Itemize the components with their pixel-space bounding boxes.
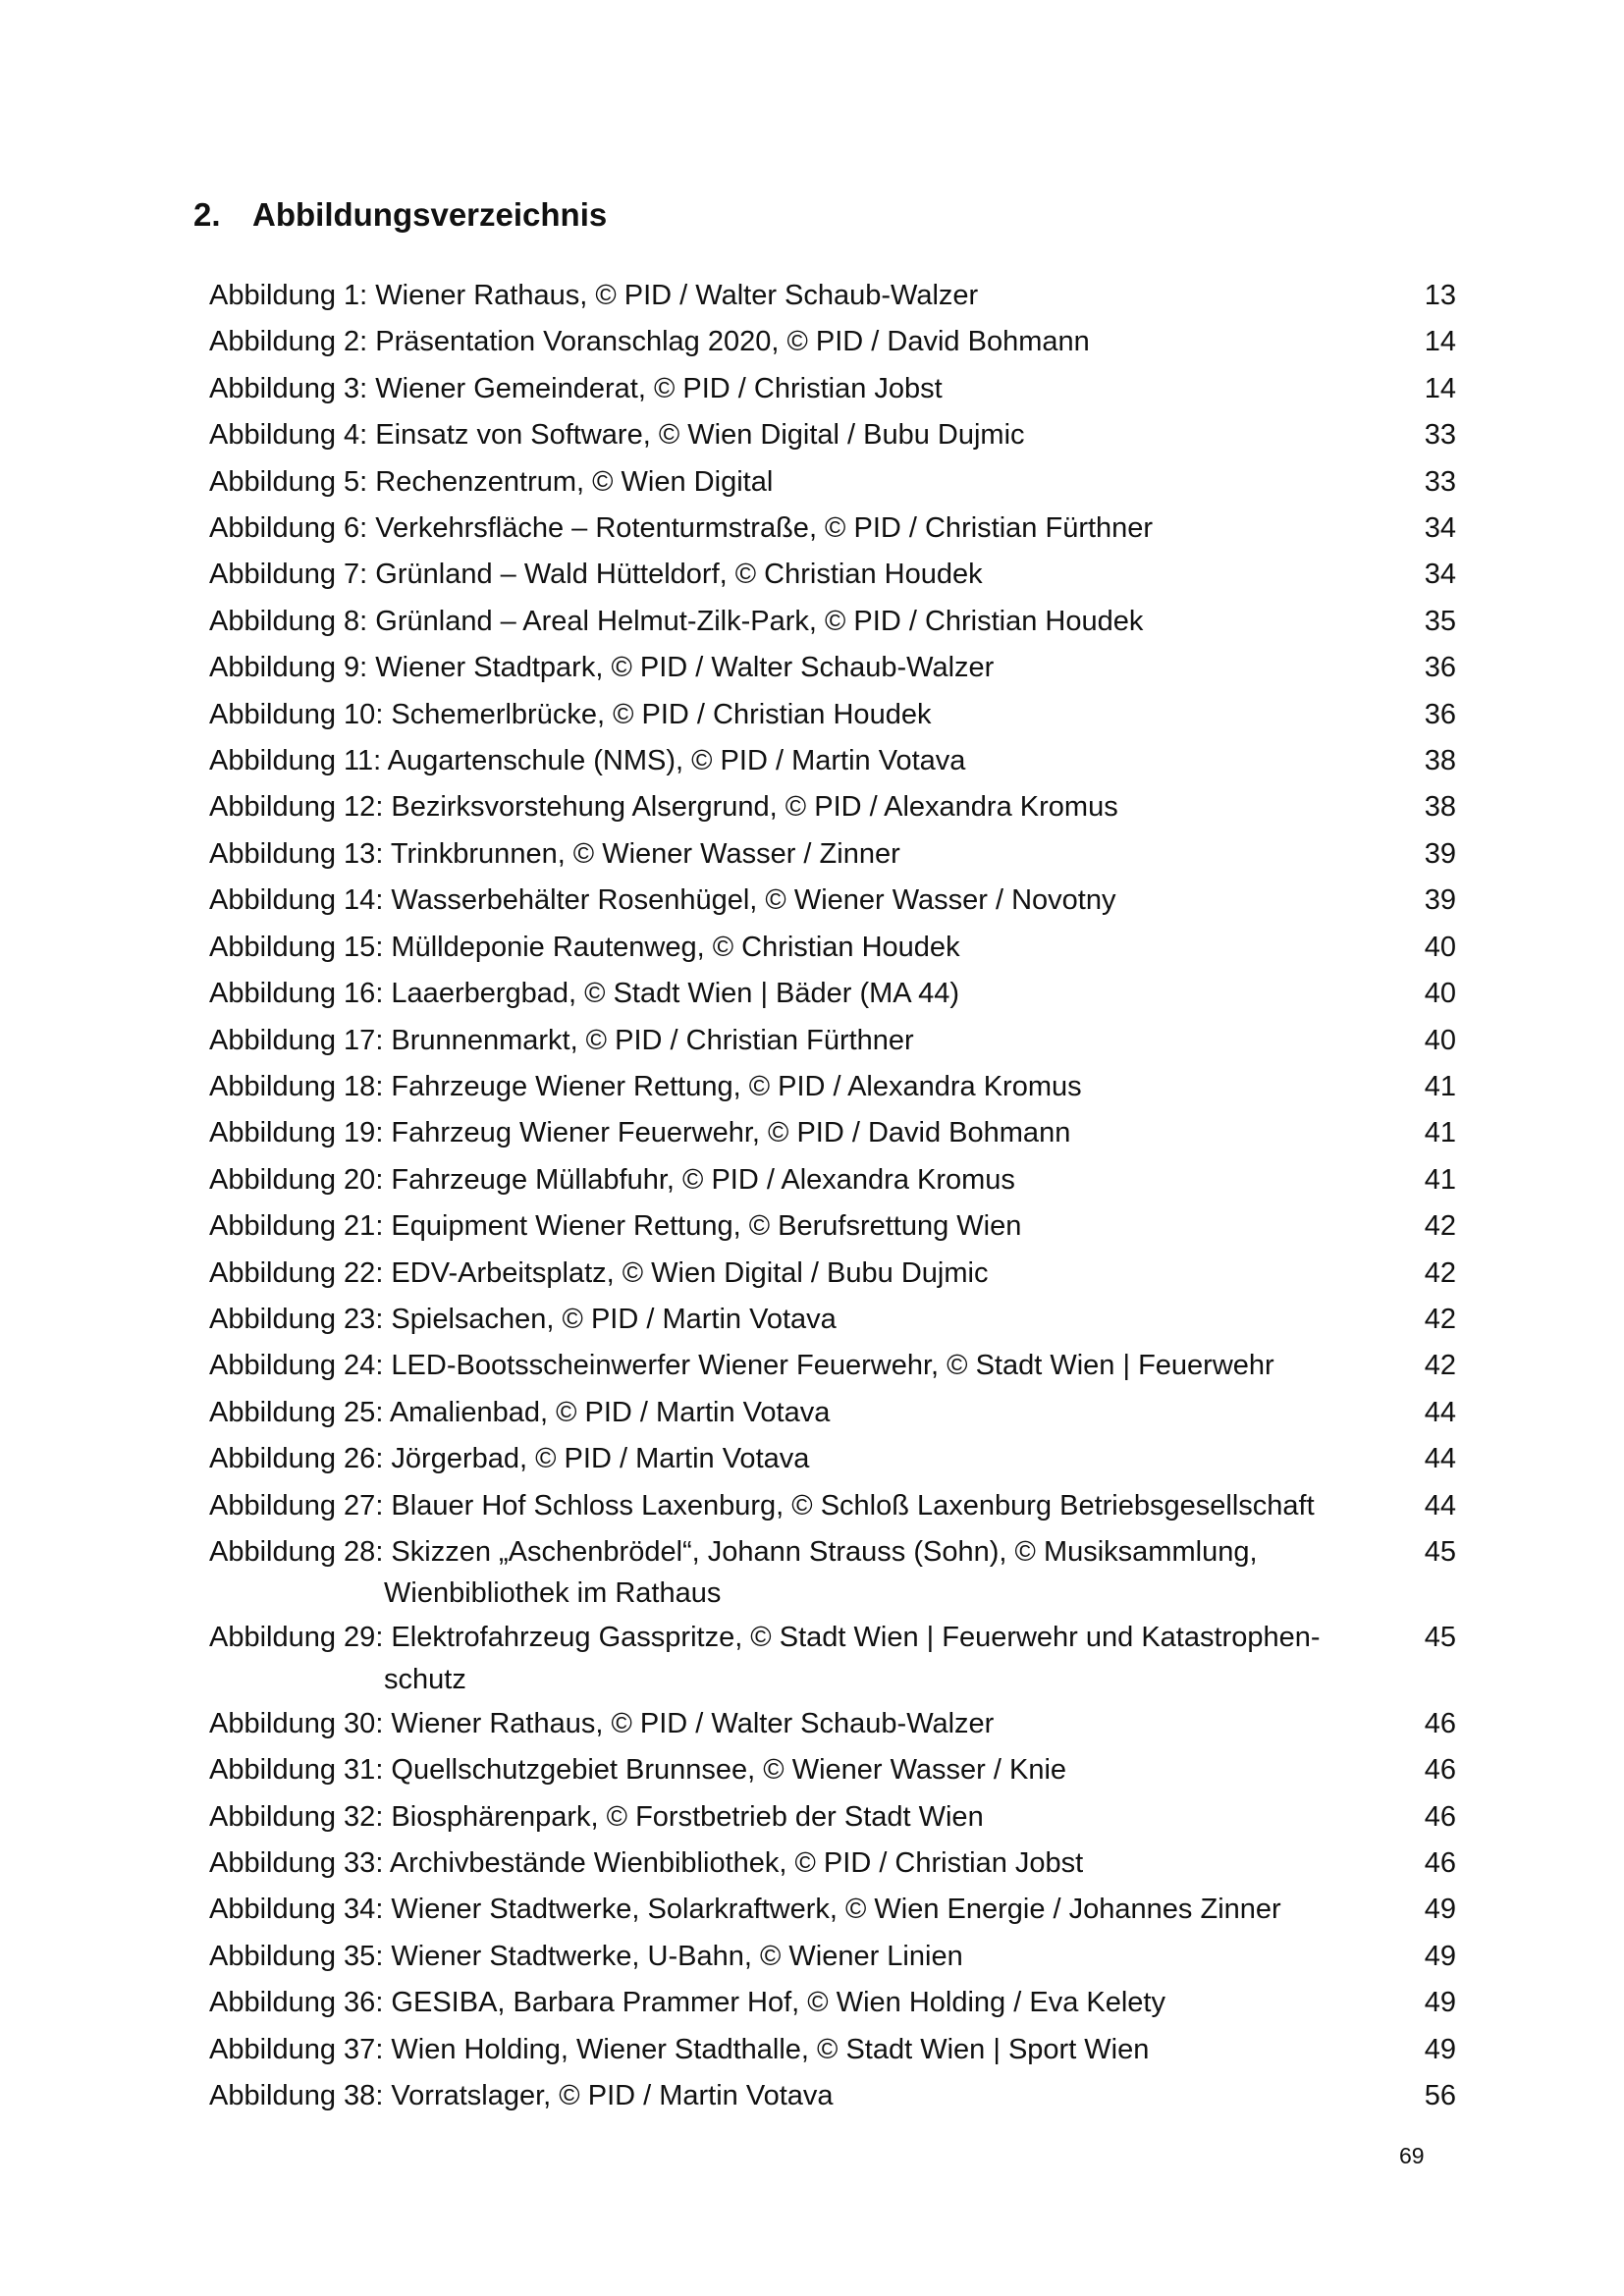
entry-page-number: 44 (1424, 1396, 1456, 1428)
section-title: Abbildungsverzeichnis (252, 196, 608, 233)
list-item (209, 1157, 1456, 1203)
entry-page-number: 33 (1424, 465, 1456, 498)
entry-page-number: 45 (1424, 1622, 1456, 1654)
entry-caption: Abbildung 33: Archivbestände Wienbibliothek, © PID / Christian Jobst (209, 1847, 1084, 1879)
entry-caption: Abbildung 32: Biosphärenpark, © Forstbetrieb der Stadt Wien (209, 1800, 984, 1833)
entry-page-number: 49 (1424, 1894, 1456, 1926)
entry-page-number: 46 (1424, 1754, 1456, 1787)
entry-page-number: 56 (1424, 2080, 1456, 2112)
entry-page-number: 40 (1424, 978, 1456, 1010)
entry-caption: Abbildung 22: EDV-Arbeitsplatz, © Wien Digital / Bubu Dujmic (209, 1256, 989, 1289)
entry-caption: Abbildung 21: Equipment Wiener Rettung, © Berufsrettung Wien (209, 1210, 1022, 1243)
entry-caption-continuation: Wienbibliothek im Rathaus (384, 1577, 722, 1610)
list-item (209, 738, 1456, 784)
list-item (209, 645, 1456, 691)
list-item (209, 1390, 1456, 1436)
entry-caption: Abbildung 6: Verkehrsfläche – Rotenturmstraße, © PID / Christian Fürthner (209, 512, 1154, 545)
section-heading (193, 196, 607, 234)
entry-caption: Abbildung 35: Wiener Stadtwerke, U-Bahn, © Wiener Linien (209, 1940, 963, 1972)
list-item (209, 2073, 1456, 2119)
entry-page-number: 39 (1424, 837, 1456, 870)
entry-caption: Abbildung 11: Augartenschule (NMS), © PID / Martin Votava (209, 745, 966, 777)
entry-caption-continuation: schutz (384, 1663, 466, 1695)
entry-caption: Abbildung 26: Jörgerbad, © PID / Martin Votava (209, 1443, 810, 1475)
entry-caption: Abbildung 19: Fahrzeug Wiener Feuerwehr, © PID / David Bohmann (209, 1117, 1071, 1149)
entry-caption: Abbildung 15: Mülldeponie Rautenweg, © Christian Houdek (209, 931, 960, 963)
entry-page-number: 13 (1424, 280, 1456, 311)
entry-caption: Abbildung 12: Bezirksvorstehung Alsergrund, © PID / Alexandra Kromus (209, 791, 1118, 824)
entry-page-number: 41 (1424, 1163, 1456, 1196)
entry-caption: Abbildung 25: Amalienbad, © PID / Martin Votava (209, 1396, 831, 1428)
entry-page-number: 44 (1424, 1489, 1456, 1522)
list-item (209, 412, 1456, 458)
page-number: 69 (1399, 2143, 1425, 2168)
entry-caption: Abbildung 4: Einsatz von Software, © Wien Digital / Bubu Dujmic (209, 419, 1025, 452)
entry-page-number: 38 (1424, 745, 1456, 777)
entry-caption: Abbildung 24: LED-Bootsscheinwerfer Wiener Feuerwehr, © Stadt Wien | Feuerwehr (209, 1350, 1274, 1382)
list-item (209, 784, 1456, 830)
entry-page-number: 34 (1424, 512, 1456, 545)
entry-caption: Abbildung 8: Grünland – Areal Helmut-Zilk-Park, © PID / Christian Houdek (209, 605, 1144, 637)
section-number: 2. (193, 196, 221, 233)
entry-page-number: 40 (1424, 1024, 1456, 1056)
entry-page-number: 49 (1424, 1940, 1456, 1972)
entry-page-number: 42 (1424, 1210, 1456, 1243)
entry-caption: Abbildung 29: Elektrofahrzeug Gasspritze, © Stadt Wien | Feuerwehr und Katastrophen- (209, 1622, 1321, 1654)
entry-page-number: 42 (1424, 1303, 1456, 1335)
entry-caption: Abbildung 5: Rechenzentrum, © Wien Digital (209, 465, 774, 498)
list-item (209, 552, 1456, 598)
list-item (209, 1203, 1456, 1250)
list-item (209, 1794, 1456, 1841)
list-item (209, 925, 1456, 971)
entry-caption: Abbildung 30: Wiener Rathaus, © PID / Walter Schaub-Walzer (209, 1707, 995, 1739)
entry-page-number: 34 (1424, 559, 1456, 591)
list-item (209, 1887, 1456, 1933)
entry-page-number: 40 (1424, 931, 1456, 963)
entry-caption: Abbildung 7: Grünland – Wald Hütteldorf, © Christian Houdek (209, 559, 983, 591)
entry-page-number: 45 (1424, 1535, 1456, 1568)
entry-caption: Abbildung 16: Laaerbergbad, © Stadt Wien | Bäder (MA 44) (209, 978, 960, 1010)
entry-page-number: 14 (1424, 326, 1456, 358)
entry-page-number: 14 (1424, 372, 1456, 404)
entry-page-number: 36 (1424, 698, 1456, 730)
list-item (209, 1747, 1456, 1793)
entry-page-number: 41 (1424, 1070, 1456, 1102)
entry-caption: Abbildung 3: Wiener Gemeinderat, © PID / Christian Jobst (209, 372, 943, 404)
list-item (209, 319, 1456, 365)
list-item (209, 1110, 1456, 1156)
list-item (209, 1064, 1456, 1110)
entry-page-number: 41 (1424, 1117, 1456, 1149)
entry-caption: Abbildung 27: Blauer Hof Schloss Laxenburg, © Schloß Laxenburg Betriebsgesellschaft (209, 1489, 1315, 1522)
entry-page-number: 36 (1424, 652, 1456, 684)
entry-page-number: 46 (1424, 1707, 1456, 1739)
entry-page-number: 39 (1424, 884, 1456, 917)
list-item (209, 1841, 1456, 1887)
entry-page-number: 33 (1424, 419, 1456, 452)
entry-caption: Abbildung 23: Spielsachen, © PID / Martin Votava (209, 1303, 837, 1335)
entry-page-number: 35 (1424, 605, 1456, 637)
list-item (209, 366, 1456, 412)
entry-page-number: 46 (1424, 1800, 1456, 1833)
list-item (209, 1615, 1456, 1700)
figure-list (209, 273, 1456, 2119)
list-item (209, 506, 1456, 552)
entry-caption: Abbildung 14: Wasserbehälter Rosenhügel, © Wiener Wasser / Novotny (209, 884, 1116, 917)
list-item (209, 971, 1456, 1017)
list-item (209, 1980, 1456, 2026)
entry-caption: Abbildung 28: Skizzen „Aschenbrödel“, Johann Strauss (Sohn), © Musiksammlung, (209, 1535, 1258, 1568)
entry-page-number: 46 (1424, 1847, 1456, 1879)
list-item (209, 459, 1456, 506)
list-item (209, 831, 1456, 878)
entry-caption: Abbildung 17: Brunnenmarkt, © PID / Christian Fürthner (209, 1024, 914, 1056)
entry-caption: Abbildung 1: Wiener Rathaus, © PID / Walter Schaub-Walzer (209, 280, 979, 311)
entry-caption: Abbildung 31: Quellschutzgebiet Brunnsee, © Wiener Wasser / Knie (209, 1754, 1067, 1787)
entry-caption: Abbildung 20: Fahrzeuge Müllabfuhr, © PID / Alexandra Kromus (209, 1163, 1015, 1196)
entry-caption: Abbildung 2: Präsentation Voranschlag 2020, © PID / David Bohmann (209, 326, 1090, 358)
entry-caption: Abbildung 36: GESIBA, Barbara Prammer Hof, © Wien Holding / Eva Kelety (209, 1987, 1165, 2019)
entry-caption: Abbildung 37: Wien Holding, Wiener Stadthalle, © Stadt Wien | Sport Wien (209, 2033, 1150, 2065)
entry-caption: Abbildung 13: Trinkbrunnen, © Wiener Wasser / Zinner (209, 837, 900, 870)
entry-caption: Abbildung 34: Wiener Stadtwerke, Solarkraftwerk, © Wien Energie / Johannes Zinner (209, 1894, 1281, 1926)
entry-page-number: 49 (1424, 1987, 1456, 2019)
list-item (209, 878, 1456, 924)
list-item (209, 1436, 1456, 1482)
list-item (209, 1701, 1456, 1747)
entry-page-number: 42 (1424, 1350, 1456, 1382)
list-item (209, 273, 1456, 319)
list-item (209, 1018, 1456, 1064)
entry-caption: Abbildung 18: Fahrzeuge Wiener Rettung, © PID / Alexandra Kromus (209, 1070, 1082, 1102)
list-item (209, 2027, 1456, 2073)
list-item (209, 1251, 1456, 1297)
list-item (209, 1343, 1456, 1389)
entry-page-number: 44 (1424, 1443, 1456, 1475)
entry-caption: Abbildung 38: Vorratslager, © PID / Martin Votava (209, 2080, 834, 2112)
entry-page-number: 38 (1424, 791, 1456, 824)
list-item (209, 599, 1456, 645)
entry-caption: Abbildung 9: Wiener Stadtpark, © PID / Walter Schaub-Walzer (209, 652, 995, 684)
entry-page-number: 42 (1424, 1256, 1456, 1289)
entry-page-number: 49 (1424, 2033, 1456, 2065)
entry-caption: Abbildung 10: Schemerlbrücke, © PID / Christian Houdek (209, 698, 932, 730)
list-item (209, 1934, 1456, 1980)
list-item (209, 1483, 1456, 1529)
list-item (209, 692, 1456, 738)
list-item (209, 1297, 1456, 1343)
list-item (209, 1529, 1456, 1615)
